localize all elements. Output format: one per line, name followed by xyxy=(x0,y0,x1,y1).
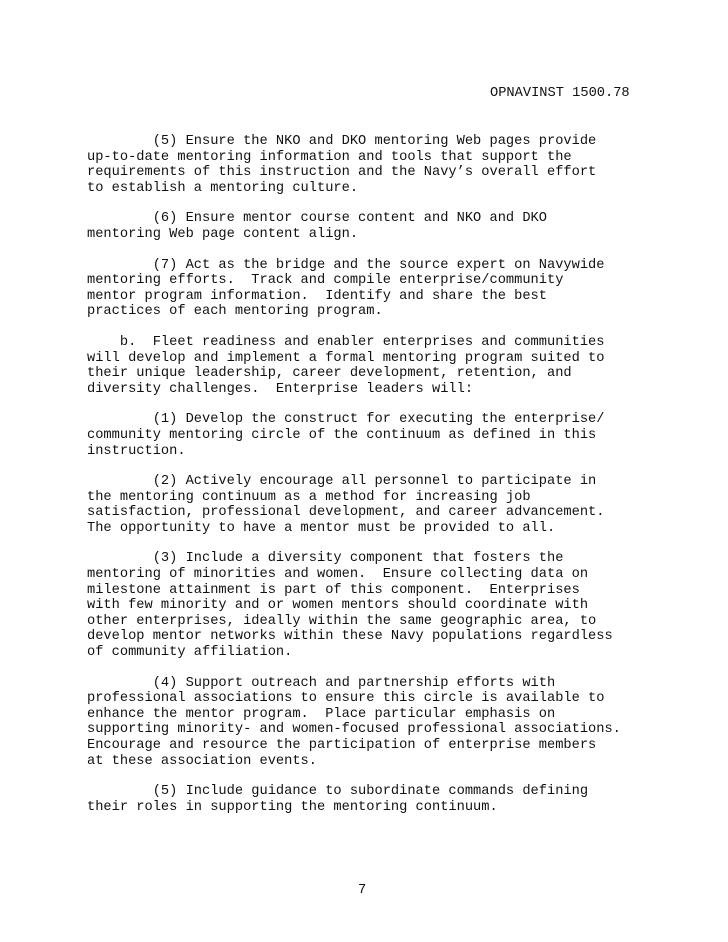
text-line: (7) Act as the bridge and the source expert on Navywide xyxy=(87,257,605,273)
text-line: up-to-date mentoring information and tools that support the xyxy=(87,149,572,165)
text-line: (1) Develop the construct for executing the enterprise/ xyxy=(87,412,605,428)
text-line: Encourage and resource the participation of enterprise members xyxy=(87,738,597,753)
text-line: mentoring of minorities and women. Ensure collecting data on xyxy=(87,567,589,583)
text-line: mentoring Web page content align. xyxy=(87,226,359,242)
paragraph-b4 xyxy=(87,676,727,770)
text-line: (3) Include a diversity component that fosters the xyxy=(87,551,564,567)
paragraph-b3 xyxy=(87,551,727,660)
text-line: milestone attainment is part of this component. Enterprises xyxy=(87,582,580,598)
paragraph-b5 xyxy=(87,784,727,815)
paragraph-b xyxy=(87,335,727,397)
text-line: mentoring efforts. Track and compile enterprise/community xyxy=(87,273,564,289)
text-line: community mentoring circle of the continuum as defined in this xyxy=(87,427,597,443)
paragraph-a5 xyxy=(87,134,727,196)
text-line: practices of each mentoring program. xyxy=(87,304,383,320)
text-line: requirements of this instruction and the Navy’s overall effort xyxy=(87,165,597,181)
text-line: the mentoring continuum as a method for increasing job xyxy=(87,489,531,505)
text-line: professional associations to ensure this circle is available to xyxy=(87,691,605,707)
text-line: The opportunity to have a mentor must be provided to all. xyxy=(87,520,556,536)
document-body xyxy=(87,134,727,830)
text-line: (4) Support outreach and partnership efforts with xyxy=(87,675,556,691)
paragraph-b2 xyxy=(87,474,727,536)
paragraph-a7 xyxy=(87,258,727,320)
text-line: (2) Actively encourage all personnel to participate in xyxy=(87,474,597,490)
text-line: with few minority and or women mentors should coordinate with xyxy=(87,598,589,614)
text-line: instruction. xyxy=(87,443,186,459)
text-line: supporting minority- and women-focused professional associations. xyxy=(87,722,621,738)
text-line: develop mentor networks within these Navy populations regardless xyxy=(87,629,613,645)
text-line: (6) Ensure mentor course content and NKO and DKO xyxy=(87,211,547,227)
text-line: (5) Ensure the NKO and DKO mentoring Web pages provide xyxy=(87,134,597,149)
text-line: will develop and implement a formal mentoring program suited to xyxy=(87,350,605,366)
paragraph-a6 xyxy=(87,211,727,242)
text-line: (5) Include guidance to subordinate commands defining xyxy=(87,784,589,800)
text-line: to establish a mentoring culture. xyxy=(87,180,359,196)
page-number: 7 xyxy=(358,883,367,898)
text-line: satisfaction, professional development, and career advancement. xyxy=(87,505,605,521)
text-line: mentor program information. Identify and share the best xyxy=(87,288,547,304)
text-line: other enterprises, ideally within the same geographic area, to xyxy=(87,613,597,629)
text-line: enhance the mentor program. Place particular emphasis on xyxy=(87,706,556,722)
text-line: their unique leadership, career development, retention, and xyxy=(87,366,572,382)
text-line: diversity challenges. Enterprise leaders will: xyxy=(87,381,474,397)
document-id-header: OPNAVINST 1500.78 xyxy=(490,86,630,101)
text-line: at these association events. xyxy=(87,753,317,769)
text-line: their roles in supporting the mentoring continuum. xyxy=(87,799,498,815)
paragraph-b1 xyxy=(87,412,727,459)
text-line: of community affiliation. xyxy=(87,645,293,661)
text-line: b. Fleet readiness and enabler enterprises and communities xyxy=(87,334,605,350)
